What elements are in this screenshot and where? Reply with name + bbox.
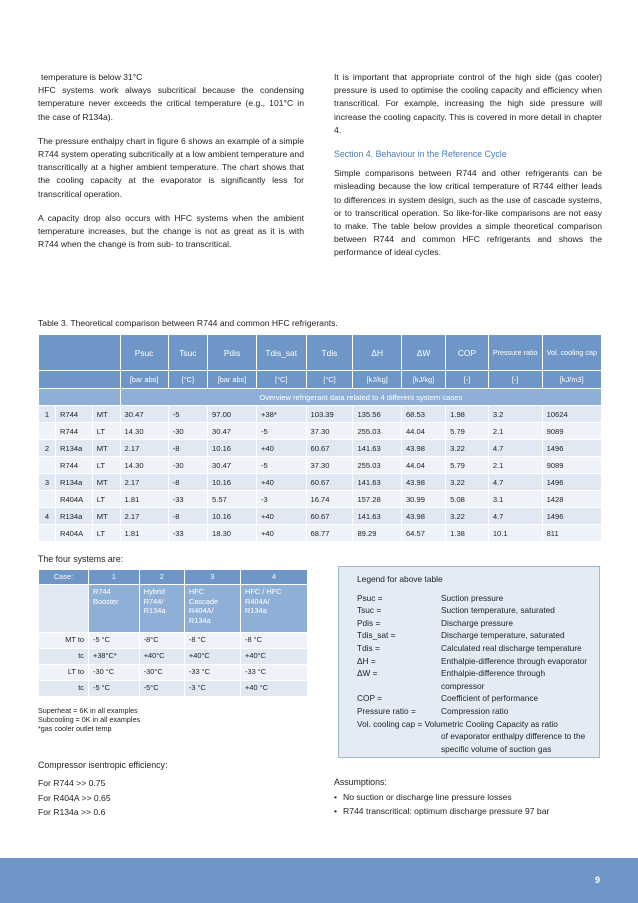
table-cell: 3.2 (488, 406, 542, 423)
table-cell (39, 525, 56, 542)
table-cell: 1496 (542, 474, 601, 491)
table-cell: 30.47 (208, 457, 257, 474)
systems-row: LT to -30 °C -30°C -33 °C -33 °C (39, 665, 308, 681)
left-paragraph-2: The pressure enthalpy chart in figure 6 shows an example of a simple R744 system operating subcritically at a low ambient temperature and transcritically at a higher ambient temperature. The chart shows that the cooling capacity at the evaporator is significantly less for transcritical operation. (38, 135, 304, 199)
table-cell: LT (92, 525, 120, 542)
systems-description-row (39, 585, 308, 633)
systems-row: tc -5 °C -5°C -3 °C +40 °C (39, 681, 308, 697)
header-vol-cooling-cap: Vol. cooling cap (542, 335, 601, 371)
header-psuc: Psuc (120, 335, 168, 371)
table-cell: 16.74 (306, 491, 353, 508)
table-cell: 37.30 (306, 457, 353, 474)
efficiency-title: Compressor isentropic efficiency: (38, 760, 168, 770)
table-cell: R744 (55, 406, 92, 423)
table-cell: 1.81 (120, 491, 168, 508)
table-cell: -5 (256, 423, 306, 440)
assumptions-title: Assumptions: (334, 777, 387, 787)
header-cop: COP (446, 335, 489, 371)
table-cell: 157.28 (353, 491, 402, 508)
table-cell: 2.17 (120, 508, 168, 525)
table-cell: 135.56 (353, 406, 402, 423)
table-cell: 64.57 (401, 525, 445, 542)
table-cell (39, 491, 56, 508)
systems-case-row: Case: 1 2 3 4 (39, 570, 308, 585)
right-paragraph-1: It is important that appropriate control of the high side (gas cooler) pressure is used to optimise the cooling capacity and efficiency when transcritical. For example, increasing the high side pressure will increase the cooling capacity. This is covered in more detail in chapter 4. (334, 72, 602, 135)
table-cell: 5.57 (208, 491, 257, 508)
table-cell: 9089 (542, 457, 601, 474)
header-tdis-sat: Tdis_sat (256, 335, 306, 371)
table-cell: +40 (256, 525, 306, 542)
table-cell: 60.67 (306, 440, 353, 457)
table-cell: 255.03 (353, 423, 402, 440)
table-header-row (39, 335, 602, 371)
table-cell: 4.7 (488, 508, 542, 525)
table-cell: 97.00 (208, 406, 257, 423)
table-cell: 1496 (542, 440, 601, 457)
left-column (38, 71, 304, 262)
table-cell: 9089 (542, 423, 601, 440)
table-cell: 811 (542, 525, 601, 542)
table-cell: MT (92, 406, 120, 423)
table-cell: 68.53 (401, 406, 445, 423)
table-cell: 2.17 (120, 440, 168, 457)
table-cell: 2.1 (488, 457, 542, 474)
legend-box: Legend for above table Psuc = Suction pressure Tsuc = Suction temperature, saturated Pdis = Discharge pressure Tdis_sat = Discharge temperature, saturated Tdis = Calculated real discharge temperature ΔH = Enthalpie-difference through evaporator ΔW = Enthalpie-difference through compressor COP = Coefficient of performance Pressure ratio = Compression ratio Vol. cooling cap = Volumetric Cooling Capacity as ratio of evaporator enthalpy difference to the specific volume of suction gas (338, 566, 600, 758)
legend-title: Legend for above table (357, 574, 443, 584)
table-cell: -30 (168, 423, 207, 440)
system-desc-4: HFC / HFC R404A/ R134a (241, 585, 308, 633)
header-tdis: Tdis (306, 335, 353, 371)
system-desc-3: HFC Cascade R404A/ R134a (184, 585, 240, 633)
table-cell: 3 (39, 474, 56, 491)
table-cell: +38* (256, 406, 306, 423)
table-cell: 37.30 (306, 423, 353, 440)
table-cell: R744 (55, 423, 92, 440)
section-heading: Section 4. Behaviour in the Reference Cycle (334, 149, 507, 160)
table-cell: R134a (55, 508, 92, 525)
table-cell: 44.04 (401, 423, 445, 440)
table-cell: 68.77 (306, 525, 353, 542)
table-cell (39, 457, 56, 474)
page-number: 9 (594, 875, 600, 885)
table-cell: 3.1 (488, 491, 542, 508)
table-cell: 60.67 (306, 474, 353, 491)
table-cell: -30 (168, 457, 207, 474)
header-pressure-ratio: Pressure ratio (488, 335, 542, 371)
systems-row: tc +38°C* +40°C +40°C +40°C (39, 649, 308, 665)
table-cell: 14.30 (120, 423, 168, 440)
table-cell: 3.22 (446, 474, 489, 491)
table-cell: 141.63 (353, 474, 402, 491)
table-cell: 14.30 (120, 457, 168, 474)
table-cell: 5.08 (446, 491, 489, 508)
table-cell: 4 (39, 508, 56, 525)
table-cell: 10.16 (208, 474, 257, 491)
table-cell: +40 (256, 440, 306, 457)
table-cell: MT (92, 474, 120, 491)
efficiency-list: For R744 >> 0.75 For R404A >> 0.65 For R134a >> 0.6 (38, 778, 111, 817)
table-cell: 141.63 (353, 440, 402, 457)
table-cell: 5.79 (446, 423, 489, 440)
table-row (39, 423, 602, 440)
systems-row: MT to -5 °C -8°C -8 °C -8 °C (39, 633, 308, 649)
table-cell: MT (92, 440, 120, 457)
right-paragraph-2: Simple comparisons between R744 and other refrigerants can be misleading because the low critical temperature of R744 either leads to differences in system design, such as the use of cascade systems, or to transcritical operation. So like-for-like comparisons are not easy to make. The table below provides a simple theoretical comparison between R744 and common HFC refrigerants and shows the performance of ideal cycles. (334, 168, 602, 258)
table-cell: 10.16 (208, 440, 257, 457)
system-notes: Superheat = 6K in all examples Subcooling = 0K in all examples *gas cooler outlet temp (38, 706, 141, 733)
table-cell: -3 (256, 491, 306, 508)
table-cell: -33 (168, 491, 207, 508)
table-cell: 103.39 (306, 406, 353, 423)
four-systems-table (38, 569, 308, 697)
table-row (39, 508, 602, 525)
table-cell: 141.63 (353, 508, 402, 525)
table-cell: 4.7 (488, 474, 542, 491)
table-cell: 10.16 (208, 508, 257, 525)
table-cell: 2.1 (488, 423, 542, 440)
header-tsuc: Tsuc (168, 335, 207, 371)
table-cell: 10624 (542, 406, 601, 423)
table-cell: LT (92, 457, 120, 474)
header-dw: ΔW (401, 335, 445, 371)
table-cell: LT (92, 423, 120, 440)
table-cell: 5.79 (446, 457, 489, 474)
table-cell: -5 (256, 457, 306, 474)
table-cell: 30.47 (208, 423, 257, 440)
table-cell: 1 (39, 406, 56, 423)
table-cell: 43.98 (401, 474, 445, 491)
table-units-row: [bar abs] [°C] [bar abs] [°C] [°C] [kJ/kg] [kJ/kg] [-] [-] [kJ/m3] (39, 371, 602, 389)
table-cell: R404A (55, 525, 92, 542)
table-row (39, 406, 602, 423)
table-cell: 10.1 (488, 525, 542, 542)
header-dh: ΔH (353, 335, 402, 371)
table-row (39, 440, 602, 457)
table-cell: 43.98 (401, 440, 445, 457)
table-cell: 1.81 (120, 525, 168, 542)
table-row (39, 491, 602, 508)
table-cell: 60.67 (306, 508, 353, 525)
table-cell: 1428 (542, 491, 601, 508)
system-desc-1: R744 Booster (89, 585, 140, 633)
table-cell: 4.7 (488, 440, 542, 457)
table-overview-row: Overview refrigerant data related to 4 different system cases (39, 389, 602, 406)
table-cell: -5 (168, 406, 207, 423)
table-cell: 2 (39, 440, 56, 457)
table-cell: R134a (55, 474, 92, 491)
table-cell: -8 (168, 440, 207, 457)
table-cell: 44.04 (401, 457, 445, 474)
table-cell: 1.98 (446, 406, 489, 423)
table-cell: -33 (168, 525, 207, 542)
right-column (334, 71, 602, 271)
page-footer-bar (0, 858, 638, 903)
table-row (39, 474, 602, 491)
table-cell: LT (92, 491, 120, 508)
table-cell: 30.47 (120, 406, 168, 423)
table-cell: R744 (55, 457, 92, 474)
table-cell: 2.17 (120, 474, 168, 491)
table-cell: MT (92, 508, 120, 525)
table-cell: 255.03 (353, 457, 402, 474)
table-cell: R134a (55, 440, 92, 457)
table-cell: 3.22 (446, 508, 489, 525)
table-cell: +40 (256, 508, 306, 525)
system-desc-2: Hybrid R744/ R134a (139, 585, 184, 633)
table-cell: 30.99 (401, 491, 445, 508)
four-systems-title: The four systems are: (38, 554, 124, 564)
table-cell: R404A (55, 491, 92, 508)
table-cell: 18.30 (208, 525, 257, 542)
table-cell: 1496 (542, 508, 601, 525)
comparison-table (38, 334, 602, 542)
assumptions-list: • No suction or discharge line pressure losses • R744 transcritical: optimum discharge pressure 97 bar (334, 791, 549, 819)
table-cell (39, 423, 56, 440)
table-caption: Table 3. Theoretical comparison between R744 and common HFC refrigerants. (38, 318, 338, 328)
left-paragraph-3: A capacity drop also occurs with HFC systems when the ambient temperature increases, but the change is not as great as it is with R744 when the change is from sub- to transcritical. (38, 212, 304, 250)
table-cell: 43.98 (401, 508, 445, 525)
table-cell: 1.38 (446, 525, 489, 542)
table-cell: 3.22 (446, 440, 489, 457)
table-cell: +40 (256, 474, 306, 491)
table-row (39, 525, 602, 542)
table-row (39, 457, 602, 474)
table-cell: -8 (168, 474, 207, 491)
header-pdis: Pdis (208, 335, 257, 371)
left-paragraph-1: temperature is below 31°C HFC systems work always subcritical because the condensing temperature never exceeds the critical temperature (e.g., 101°C in the case of R134a). (38, 72, 304, 122)
table-cell: -8 (168, 508, 207, 525)
table-cell: 89.29 (353, 525, 402, 542)
